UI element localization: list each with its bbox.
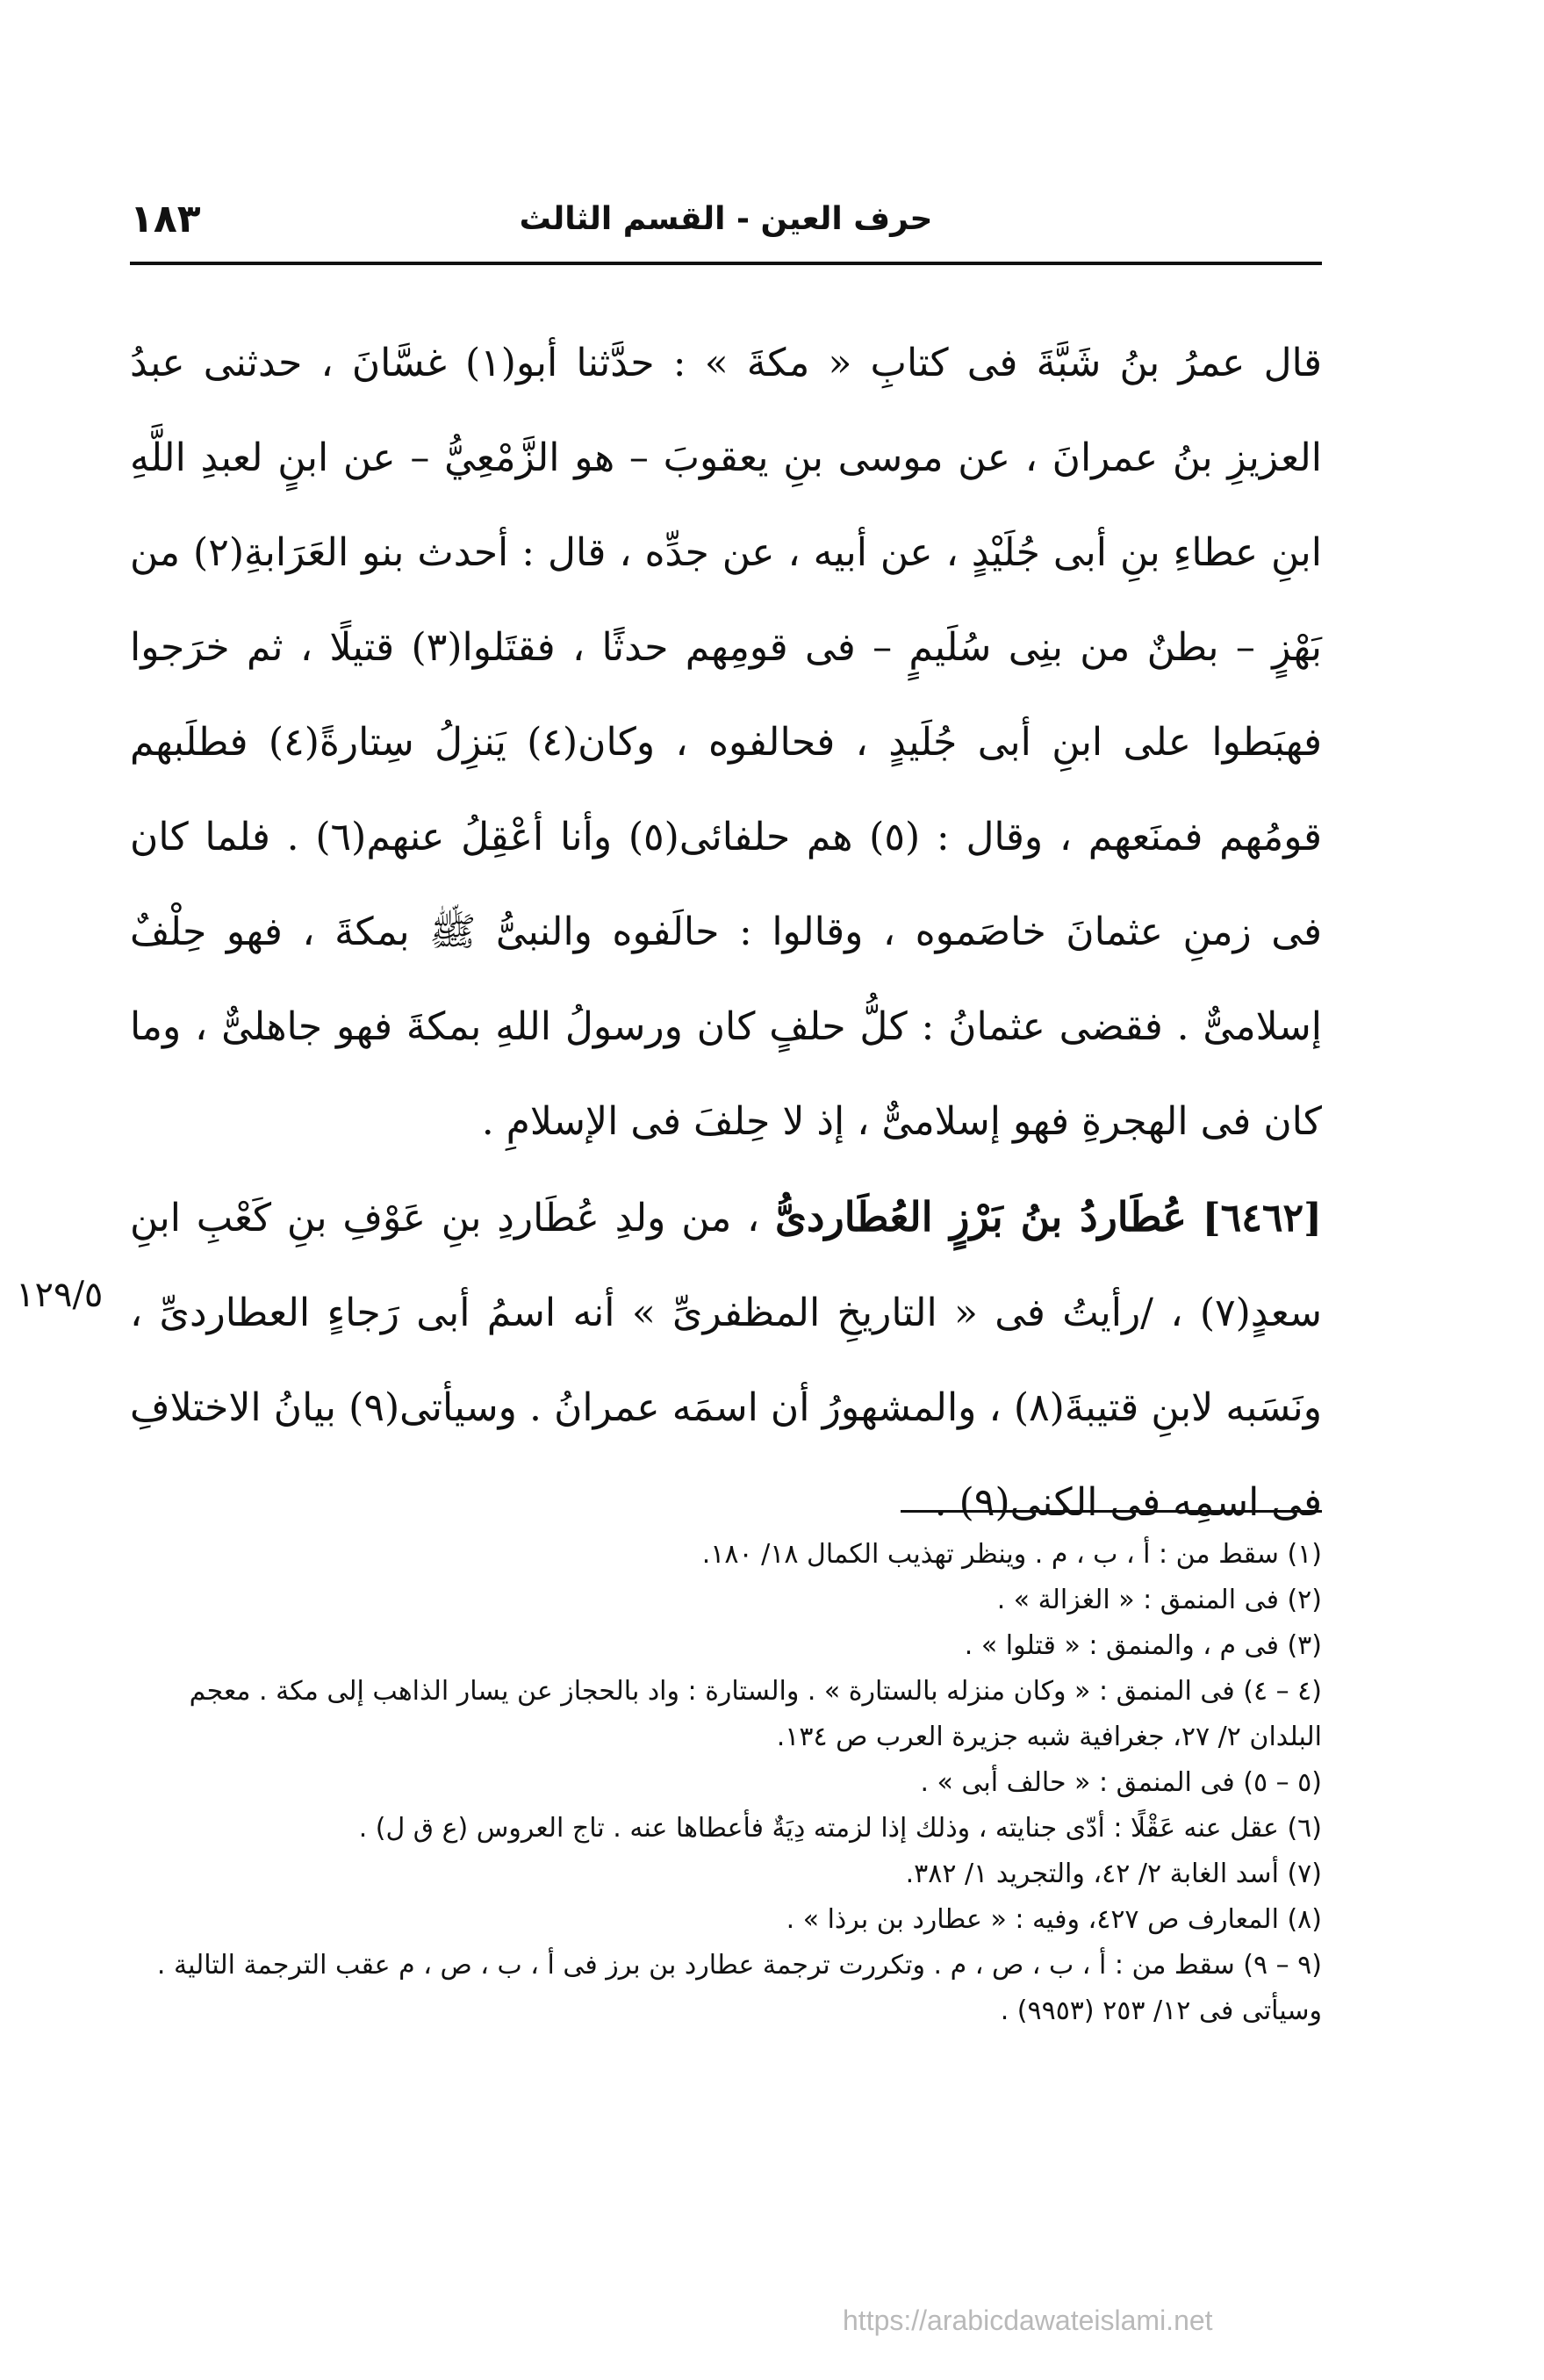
footnote: (٤ – ٤) فى المنمق : « وكان منزله بالستارة » . والستارة : واد بالحجاز عن يسار الذاهب إلى مكة . معجم البلدان ٢/ ٢٧، جغرافية شبه جزيرة العرب ص ١٣٤. [189,1676,1322,1752]
biography-entry [130,1169,1322,1550]
footnotes [130,1532,1322,2034]
watermark: https://arabicdawateislami.net [843,2305,1213,2336]
footnote: (٥ – ٥) فى المنمق : « حالف أبى » . [920,1767,1322,1798]
entry-text: ، من ولدِ عُطَاردِ بنِ عَوْفِ بنِ كَعْبِ ابنِ سعدٍ(٧) ، /رأيتُ فى « التاريخِ المظفرىِّ » أنه اسمُ أبى رَجاءٍ العطاردىِّ ، ونَسَبه لابنِ قتيبةَ(٨) ، والمشهورُ أن اسمَه عمرانُ . وسيأتى(٩) بيانُ الاختلافِ فى اسمِه فى الكنى(٩) . [130,1196,1322,1525]
main-text [130,316,1322,1550]
footnote: (٨) المعارف ص ٤٢٧، وفيه : « عطارد بن برذا » . [786,1904,1322,1935]
margin-volume-reference: ١٢٩/٥ [16,1275,104,1315]
footnote: (٩ – ٩) سقط من : أ ، ب ، ص ، م . وتكررت ترجمة عطارد بن برز فى أ ، ب ، ص ، م عقب الترجمة التالية . وسيأتى فى ١٢/ ٢٥٣ (٩٩٥٣) . [156,1950,1322,2026]
footnote: (١) سقط من : أ ، ب ، م . وينظر تهذيب الكمال ١٨/ ١٨٠. [701,1539,1322,1570]
page-number: ١٨٣ [130,197,201,241]
header-divider [130,262,1322,265]
entry-name: عُطَاردُ بنُ بَرْزٍ العُطَاردىُّ [775,1193,1188,1240]
footnote: (٦) عقل عنه عَقْلًا : أدّى جنايته ، وذلك إذا لزمته دِيَةٌ فأعطاها عنه . تاج العروس (ع ق ل) . [358,1813,1322,1844]
footnote-divider [901,1510,1322,1513]
paragraph: قال عمرُ بنُ شَبَّةَ فى كتابِ « مكةَ » : حدَّثنا أبو(١) غسَّانَ ، حدثنى عبدُ العزيزِ بنُ عمرانَ ، عن موسى بنِ يعقوبَ – هو الزَّمْعِيُّ – عن ابنٍ لعبدِ اللَّهِ ابنِ عطاءِ بنِ أبى جُلَيْدٍ ، عن أبيه ، عن جدِّه ، قال : أحدث بنو العَرَابةِ(٢) من بَهْزٍ – بطنٌ من بنِى سُلَيمٍ – فى قومِهم حدثًا ، فقتَلوا(٣) قتيلًا ، ثم خرَجوا فهبَطوا على ابنِ أبى جُلَيدٍ ، فحالفوه ، وكان(٤) يَنزِلُ سِتارةً(٤) فطلَبهم قومُهم فمنَعهم ، وقال : (٥) هم حلفائى(٥) وأنا أعْقِلُ عنهم(٦) . فلما كان فى زمنِ عثمانَ خاصَموه ، وقالوا : حالَفوه والنبىُّ ﷺ بمكةَ ، فهو حِلْفٌ إسلامىٌّ . فقضى عثمانُ : كلُّ حلفٍ كان ورسولُ اللهِ بمكةَ فهو جاهلىٌّ ، وما كان فى الهجرةِ فهو إسلامىٌّ ، إذ لا حِلفَ فى الإسلامِ . [130,341,1323,1144]
running-title: حرف العين - القسم الثالث [519,201,933,237]
entry-number: [٦٤٦٢] [1202,1196,1322,1240]
footnote: (٣) فى م ، والمنمق : « قتلوا » . [964,1630,1322,1661]
footnote: (٢) فى المنمق : « الغزالة » . [996,1585,1322,1615]
page-header [130,193,1322,246]
footnote: (٧) أسد الغابة ٢/ ٤٢، والتجريد ١/ ٣٨٢. [905,1859,1322,1889]
